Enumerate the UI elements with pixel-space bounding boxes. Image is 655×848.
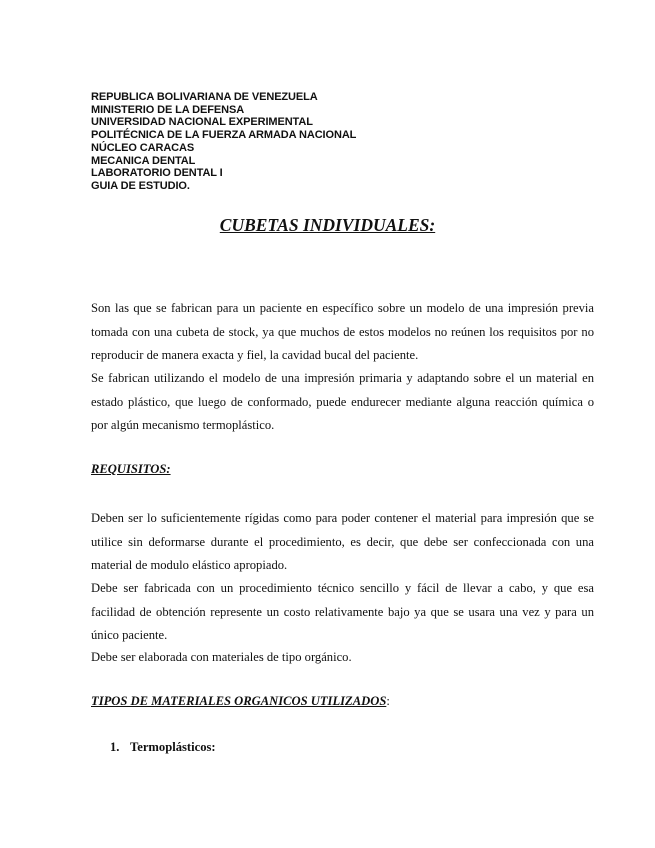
- tipos-heading-colon: :: [386, 694, 390, 708]
- header-line-ministry: MINISTERIO DE LA DEFENSA: [91, 103, 245, 116]
- header-line-guide: GUIA DE ESTUDIO.: [91, 179, 190, 192]
- tipos-heading-text: TIPOS DE MATERIALES ORGANICOS UTILIZADOS: [91, 694, 387, 708]
- header-line-republic: REPUBLICA BOLIVARIANA DE VENEZUELA: [91, 91, 318, 103]
- header-line-program: MECANICA DENTAL: [91, 154, 196, 167]
- requisitos-paragraph-materials: Debe ser elaborada con materiales de tipo orgánico.: [91, 650, 352, 664]
- header-line-university: UNIVERSIDAD NACIONAL EXPERIMENTAL: [91, 116, 313, 129]
- intro-paragraph-fabrication: Se fabrican utilizando el modelo de una impresión primaria y adaptando sobre el un material en estado plástico, que luego de conformado, puede endurecer mediante alguna reacción química o por algún mecanismo termoplástico.: [91, 371, 594, 432]
- header-line-campus: NÚCLEO CARACAS: [91, 141, 195, 154]
- document-title: CUBETAS INDIVIDUALES:: [219, 215, 436, 235]
- list-item-termoplasticos: [110, 740, 216, 755]
- requisitos-heading-text: REQUISITOS:: [91, 462, 171, 476]
- list-item-number: 1.: [110, 740, 120, 754]
- institution-header: [91, 91, 591, 193]
- requisitos-heading: [91, 462, 171, 477]
- requisitos-paragraph-procedure: Debe ser fabricada con un procedimiento técnico sencillo y fácil de llevar a cabo, y que esa facilidad de obtención represente un costo relativamente bajo ya que se usara una vez y para un único paciente.: [91, 581, 594, 642]
- intro-paragraph-definition: Son las que se fabrican para un paciente en específico sobre un modelo de una impresión previa tomada con una cubeta de stock, ya que muchos de estos modelos no reúnen los requisitos por no reproducir de manera exacta y fiel, la cavidad bucal del paciente.: [91, 301, 594, 362]
- requisitos-paragraph-rigidity: Deben ser lo suficientemente rígidas como para poder contener el material para impresión que se utilice sin deformarse durante el procedimiento, es decir, que debe ser confeccionada con una material de modulo elástico apropiado.: [91, 511, 594, 572]
- tipos-heading: [91, 694, 390, 709]
- header-line-polytechnic: POLITÉCNICA DE LA FUERZA ARMADA NACIONAL: [91, 129, 357, 142]
- header-line-course: LABORATORIO DENTAL I: [91, 167, 223, 180]
- list-item-label: Termoplásticos:: [130, 740, 216, 754]
